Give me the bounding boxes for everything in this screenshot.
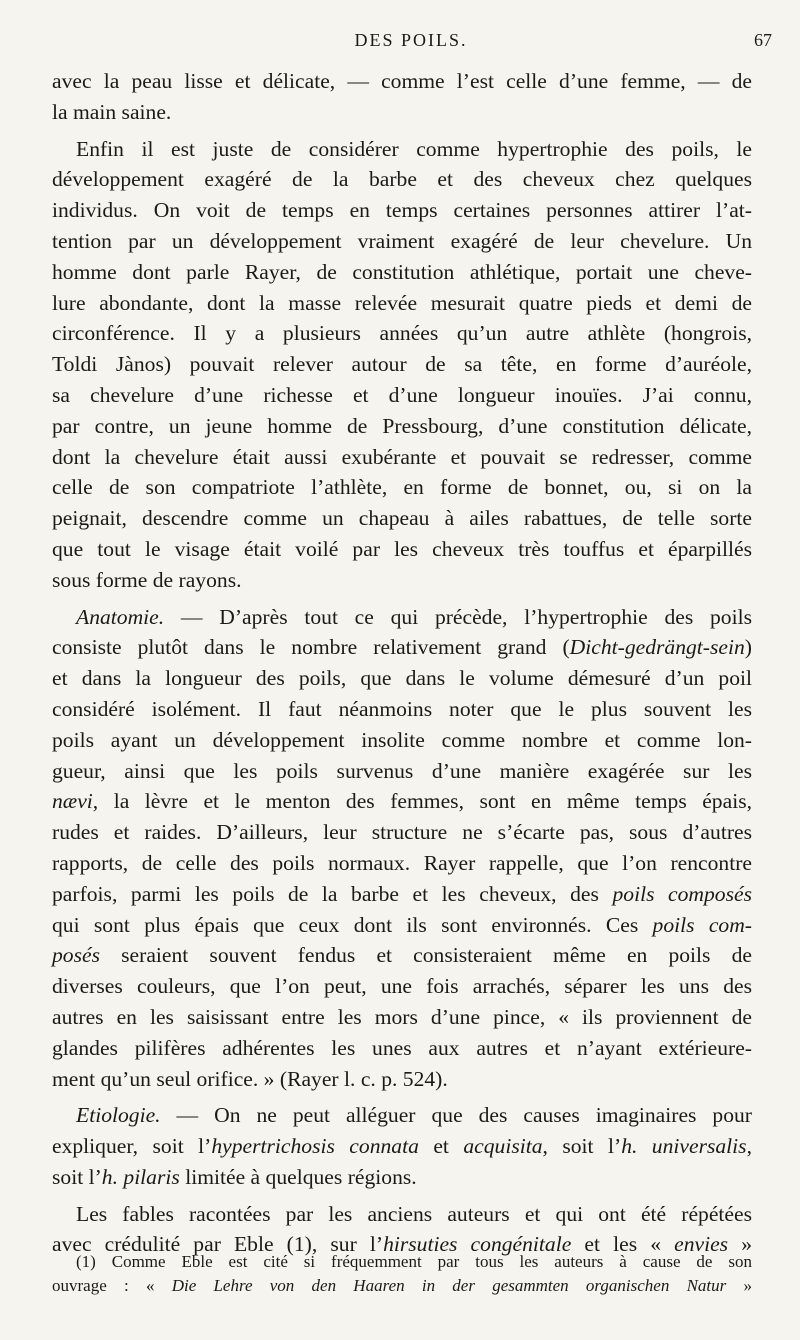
text-line: avec crédulité par Eble (1), sur l’hirsuties congénitale et les « envies » [52,1232,752,1257]
text-line: développement exagéré de la barbe et des cheveux chez quelques [52,167,752,192]
section-heading-etiologie: Etiologie. [76,1103,161,1128]
body-text [52,66,752,1260]
text-line: la main saine. [52,99,172,124]
text-line: parfois, parmi les poils de la barbe et les cheveux, des poils composés [52,881,752,906]
paragraph-1 [52,66,752,128]
text-line: Anatomie. — D’après tout ce qui précède, l’hypertrophie des poils [76,604,752,629]
text-line: peignait, descendre comme un chapeau à ailes rabattues, de telle sorte [52,506,752,531]
text-line: dont la chevelure était aussi exubérante et pouvait se redresser, comme [52,444,752,469]
text-line: avec la peau lisse et délicate, — comme l’est celle d’une femme, — de [52,69,752,93]
text-line: ment qu’un seul orifice. » (Rayer l. c. p. 524). [52,1066,448,1091]
paragraph-etiologie [52,1100,752,1192]
text-line: rudes et raides. D’ailleurs, leur structure ne s’écarte pas, sous d’autres [52,820,752,845]
paragraph-anatomie [52,602,752,1095]
text-line: autres en les saisissant entre les mors d’une pince, « ils proviennent de [52,1004,752,1029]
text-line: Etiologie. — On ne peut alléguer que des causes imaginaires pour [76,1103,752,1128]
paragraph-2 [52,134,752,596]
running-title: DES POILS. [354,30,468,50]
text-line: lure abondante, dont la masse relevée mesurait quatre pieds et demi de [52,290,752,315]
text-line: consiste plutôt dans le nombre relativement grand (Dicht-gedrängt-sein) [52,635,752,660]
running-head [50,30,772,56]
text-line: circonférence. Il y a plusieurs années qu’un autre athlète (hongrois, [52,321,752,346]
text-line: sa chevelure d’une richesse et d’une longueur inouïes. J’ai connu, [52,382,752,407]
text-line: par contre, un jeune homme de Pressbourg, d’une constitution délicate, [52,413,752,438]
text-line: Toldi Jànos) pouvait relever autour de sa tête, en forme d’auréole, [52,352,752,377]
text-line: glandes pilifères adhérentes les unes aux autres et n’ayant extérieure- [52,1035,752,1060]
footnote [52,1250,752,1298]
footnote-line: ouvrage : « Die Lehre von den Haaren in der gesammten organischen Natur » [52,1276,753,1295]
text-line: sous forme de rayons. [52,567,242,592]
text-line: gueur, ainsi que les poils survenus d’une manière exagérée sur les [52,758,752,783]
page-number: 67 [754,30,772,50]
text-line: homme dont parle Rayer, de constitution athlétique, portait une cheve- [52,259,752,284]
text-line: que tout le visage était voilé par les cheveux très touffus et éparpillés [52,536,752,561]
text-line: posés seraient souvent fendus et consisteraient même en poils de [52,943,752,968]
text-line: expliquer, soit l’hypertrichosis connata et acquisita, soit l’h. universalis, [52,1134,752,1159]
text-line: poils ayant un développement insolite comme nombre et comme lon- [52,727,752,752]
text-line: soit l’h. pilaris limitée à quelques régions. [52,1164,417,1189]
text-line: Les fables racontées par les anciens auteurs et qui ont été répétées [76,1201,752,1226]
text-line: nævi, la lèvre et le menton des femmes, sont en même temps épais, [52,789,752,814]
text-line: et dans la longueur des poils, que dans le volume démesuré d’un poil [52,666,752,691]
text-line: celle de son compatriote l’athlète, en forme de bonnet, ou, si on la [52,475,752,500]
text-line: tention par un développement vraiment exagéré de leur chevelure. Un [52,228,752,253]
text-line: Enfin il est juste de considérer comme hypertrophie des poils, le [76,136,752,161]
text-line: diverses couleurs, que l’on peut, une fois arrachés, séparer les uns des [52,974,752,999]
section-heading-anatomie: Anatomie. [76,604,165,629]
text-line: considéré isolément. Il faut néanmoins noter que le plus souvent les [52,696,752,721]
text-line: rapports, de celle des poils normaux. Rayer rappelle, que l’on rencontre [52,850,752,875]
footnote-line: (1) Comme Eble est cité si fréquemment par tous les auteurs à cause de son [76,1252,752,1271]
text-line: individus. On voit de temps en temps certaines personnes attirer l’at- [52,198,752,223]
text-line: qui sont plus épais que ceux dont ils sont environnés. Ces poils com- [52,912,752,937]
